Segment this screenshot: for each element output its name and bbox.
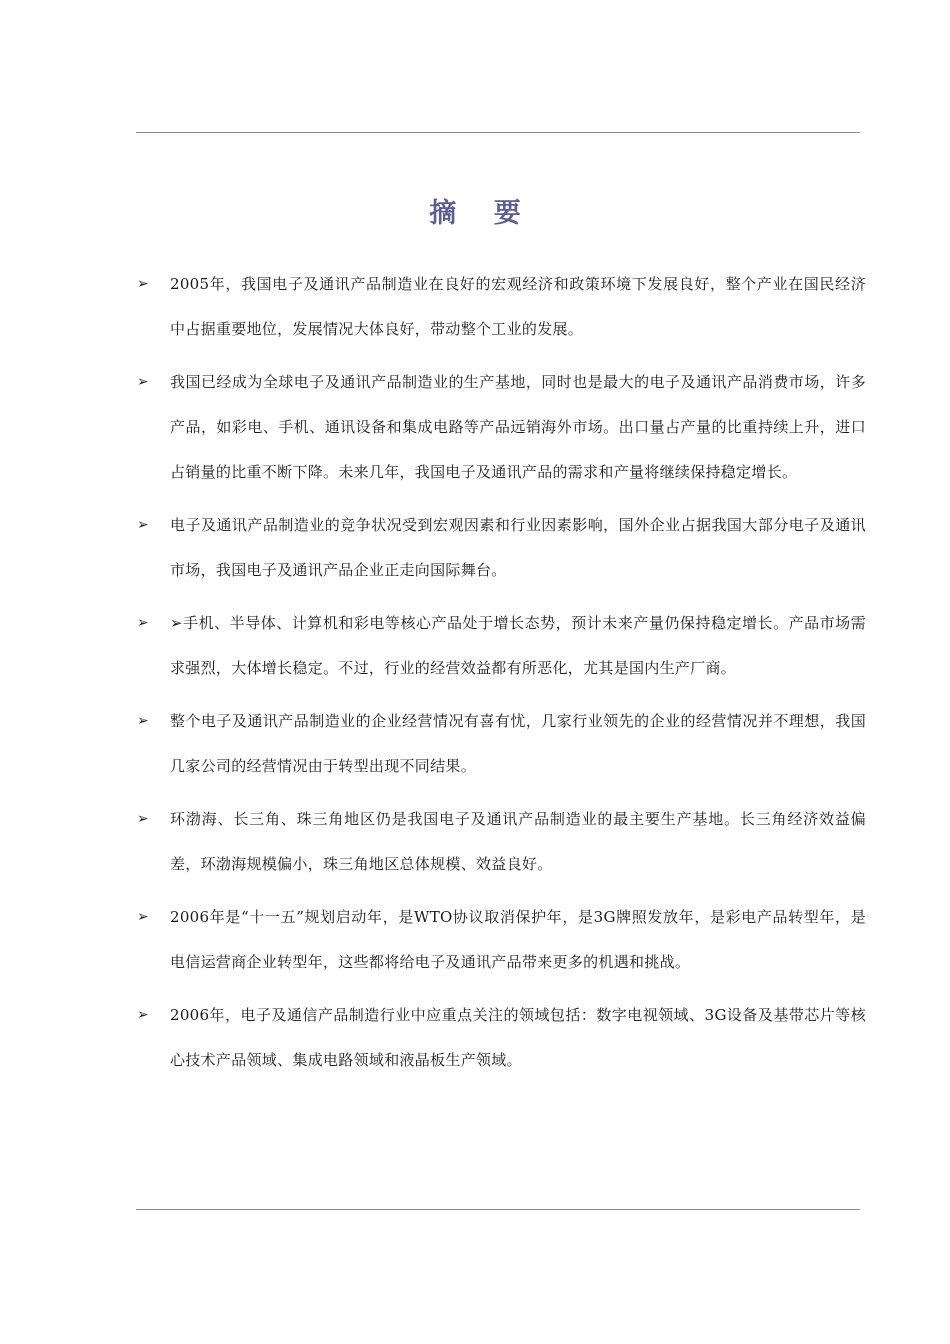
arrow-bullet-icon: ➢ bbox=[137, 615, 149, 631]
list-item-text: 整个电子及通讯产品制造业的企业经营情况有喜有忧，几家行业领先的企业的经营情况并不理想，我国几家公司的经营情况由于转型出现不同结果。 bbox=[170, 712, 866, 775]
arrow-bullet-icon: ➢ bbox=[137, 517, 149, 533]
list-item bbox=[136, 895, 866, 985]
footer-rule bbox=[136, 1209, 860, 1210]
arrow-bullet-icon: ➢ bbox=[137, 811, 149, 827]
list-item-text: 2006年是“十一五”规划启动年，是WTO协议取消保护年，是3G牌照发放年，是彩电产品转型年，是电信运营商企业转型年，这些都将给电子及通讯产品带来更多的机遇和挑战。 bbox=[170, 908, 866, 971]
list-item bbox=[136, 503, 866, 593]
list-item bbox=[136, 360, 866, 495]
summary-list bbox=[136, 262, 866, 1091]
arrow-bullet-icon: ➢ bbox=[137, 909, 149, 925]
list-item-text: 环渤海、长三角、珠三角地区仍是我国电子及通讯产品制造业的最主要生产基地。长三角经济效益偏差，环渤海规模偏小，珠三角地区总体规模、效益良好。 bbox=[170, 810, 866, 873]
list-item bbox=[136, 601, 866, 691]
arrow-bullet-icon: ➢ bbox=[137, 713, 149, 729]
list-item bbox=[136, 993, 866, 1083]
list-item-text: ➢手机、半导体、计算机和彩电等核心产品处于增长态势，预计未来产量仍保持稳定增长。产品市场需求强烈，大体增长稳定。不过，行业的经营效益都有所恶化，尤其是国内生产厂商。 bbox=[170, 614, 866, 677]
arrow-bullet-icon: ➢ bbox=[137, 1007, 149, 1023]
list-item-text: 2006年，电子及通信产品制造行业中应重点关注的领域包括：数字电视领域、3G设备及基带芯片等核心技术产品领域、集成电路领域和液晶板生产领域。 bbox=[170, 1006, 866, 1069]
list-item bbox=[136, 262, 866, 352]
arrow-bullet-icon: ➢ bbox=[137, 374, 149, 390]
page-title: 摘 要 bbox=[429, 198, 535, 229]
list-item-text: 2005年，我国电子及通讯产品制造业在良好的宏观经济和政策环境下发展良好，整个产业在国民经济中占据重要地位，发展情况大体良好，带动整个工业的发展。 bbox=[170, 275, 866, 338]
arrow-bullet-icon: ➢ bbox=[137, 276, 149, 292]
list-item-text: 电子及通讯产品制造业的竞争状况受到宏观因素和行业因素影响，国外企业占据我国大部分电子及通讯市场，我国电子及通讯产品企业正走向国际舞台。 bbox=[170, 516, 866, 579]
list-item bbox=[136, 797, 866, 887]
list-item bbox=[136, 699, 866, 789]
header-rule bbox=[136, 132, 860, 133]
list-item-text: 我国已经成为全球电子及通讯产品制造业的生产基地，同时也是最大的电子及通讯产品消费市场，许多产品，如彩电、手机、通讯设备和集成电路等产品远销海外市场。出口量占产量的比重持续上升，进口占销量的比重不断下降。未来几年，我国电子及通讯产品的需求和产量将继续保持稳定增长。 bbox=[170, 373, 866, 481]
